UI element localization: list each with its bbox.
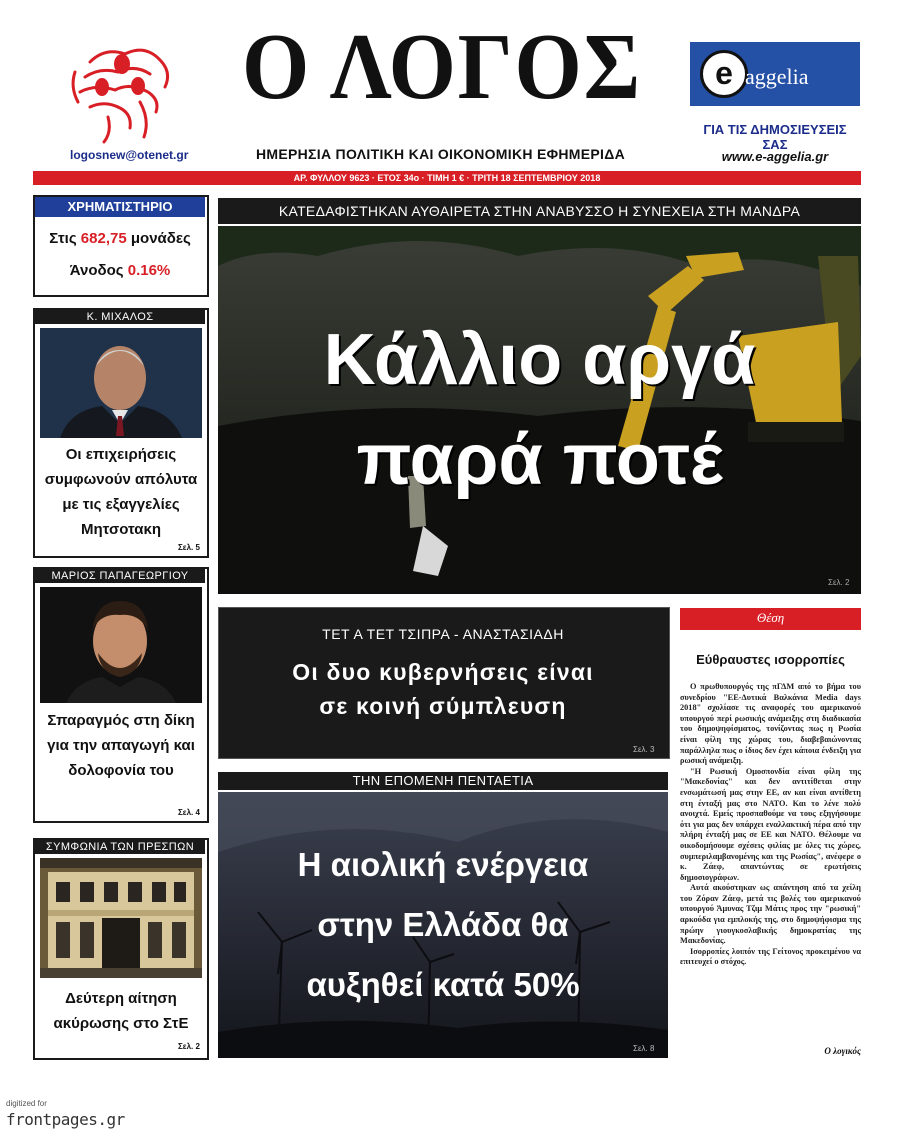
page-ref: Σελ. 2 (828, 578, 850, 587)
story-headline-line-2: στην Ελλάδα θα (317, 906, 569, 943)
hero-headline[interactable] (218, 310, 861, 510)
sidebar-card-text: Οι επιχειρήσεις συμφωνούν απόλυτα με τις εξαγγελίες Μητσοτακη (44, 446, 198, 538)
page-ref: Σελ. 8 (633, 1044, 655, 1053)
stock-header: ΧΡΗΜΑΤΙΣΤΗΡΙΟ (35, 197, 205, 217)
page-ref: Σελ. 3 (633, 745, 655, 754)
stock-change (35, 262, 205, 279)
stock-points-pre: Στις (49, 230, 81, 247)
e-aggelia-logo-icon: e (700, 50, 748, 98)
story-headline-line-1: Η αιολική ενέργεια (297, 846, 589, 883)
story-kicker: ΤΗΝ ΕΠΟΜΕΝΗ ΠΕΝΤΑΕΤΙΑ (218, 772, 668, 790)
ad-url-link[interactable]: www.e-aggelia.gr (721, 149, 829, 164)
story-headline[interactable] (218, 835, 668, 1015)
muses-logo-icon (60, 42, 190, 147)
hero-headline-line-1: Κάλλιο αργά (323, 320, 756, 400)
newspaper-title: Ο ΛΟΓΟΣ (241, 15, 643, 119)
thesis-paragraph: Ισορροπίες λοιπόν της Γείτονος προκειμένου να επιτευχεί ο στόχος. (680, 946, 861, 967)
photo-papageorgiou (40, 587, 202, 703)
watermark-line-1: digitized for (6, 1099, 47, 1108)
sidebar-card-header: ΜΑΡΙΟΣ ΠΑΠΑΓΕΩΡΓΙΟΥ (35, 569, 205, 583)
page-ref: Σελ. 5 (178, 543, 200, 552)
hero-kicker: ΚΑΤΕΔΑΦΙΣΤΗΚΑΝ ΑΥΘΑΙΡΕΤΑ ΣΤΗΝ ΑΝΑΒΥΣΣΟ Η ΣΥΝΕΧΕΙΑ ΣΤΗ ΜΑΝΔΡΑ (218, 198, 861, 224)
thesis-paragraph: Ο πρωθυπουργός της πΓΔΜ από το βήμα του συνεδρίου "ΕΕ-Δυτικά Βαλκάνια Media days 2018" σχολίασε τις αναφορές του αμερικανού υπουργού περί ρωσικής ανάμειξης στη διαδικασία του δημοψηφίσματος, τονίζοντας πως η Ρωσία είναι φίλη της χώρας του, διαβεβαιώνοντας παράλληλα πως ο ίδιος δεν έχει κάποια ένδειξη για ρωσική ανάμειξη. (680, 682, 861, 766)
stock-points (35, 230, 205, 247)
photo-michalos (40, 328, 202, 438)
newspaper-subtitle: ΗΜΕΡΗΣΙΑ ΠΟΛΙΤΙΚΗ ΚΑΙ ΟΙΚΟΝΟΜΙΚΗ ΕΦΗΜΕΡΙΔΑ (256, 146, 625, 162)
photo-council-of-state (40, 858, 202, 978)
stock-points-post: μονάδες (126, 230, 191, 247)
issue-info-bar: ΑΡ. ΦΥΛΛΟΥ 9623 · ΕΤΟΣ 34ο · ΤΙΜΗ 1 € · ΤΡΙΤΗ 18 ΣΕΠΤΕΜΒΡΙΟΥ 2018 (33, 171, 861, 185)
thesis-paragraph: Αυτά ακούστηκαν ως απάντηση από τα χείλη του Ζόραν Ζάεφ, μετά τις βολές του αμερικανού υπουργού Άμυνας Τζιμ Μάτις προς την "ρωσική" αρκούδα για εμπλοκής της, στο δημοψήφισμα της πρώην γιουγκοσλαβικής δημοκρατίας της Μακεδονίας. (680, 883, 861, 946)
sidebar-card-header: ΣΥΜΦΩΝΙΑ ΤΩΝ ΠΡΕΣΠΩΝ (35, 840, 205, 854)
stock-points-value: 682,75 (80, 230, 127, 247)
stock-change-value: 0.16% (127, 262, 171, 279)
watermark-line-2: frontpages.gr (6, 1110, 125, 1129)
story-headline-line-1: Οι δυο κυβερνήσεις είναι (292, 659, 594, 685)
story-headline (218, 655, 668, 723)
story-headline-line-3: αυξηθεί κατά 50% (306, 966, 580, 1003)
thesis-signature: Ο λογικός (824, 1046, 861, 1056)
thesis-body (680, 682, 861, 968)
email-link[interactable]: logosnew@otenet.gr (70, 148, 189, 162)
e-aggelia-wordmark: aggelia (745, 64, 809, 89)
sidebar-card-text: Δεύτερη αίτηση ακύρωσης στο ΣτΕ (53, 990, 189, 1032)
thesis-label: Θέση (756, 610, 785, 625)
sidebar-card-text: Σπαραγμός στη δίκη για την απαγωγή και δολοφονία του (47, 712, 195, 779)
stock-change-pre: Άνοδος (69, 262, 128, 279)
page-ref: Σελ. 2 (178, 1042, 200, 1051)
story-headline-line-2: σε κοινή σύμπλευση (319, 693, 567, 719)
thesis-paragraph: "Η Ρωσική Ομοσπονδία είναι φίλη της "Μακεδονίας" και δεν αντιτίθεται στην ενσωμάτωσή μας στην ΕΕ, αν και είναι αντίθετη στη ένταξή μας στο ΝΑΤΟ. Και το λένε πολύ ανοιχτά. Εμείς προσπαθούμε να τους εξηγήσουμε ότι για μας δεν υπάρχει εναλλακτική πέρα από την πλήρη ένταξή μας σε ΕΕ και ΝΑΤΟ. Θέλουμε να οικοδομήσουμε σχέσεις φιλίας με όλες τις χώρες, συμπεριλαμβανομένης και της Ρωσίας", ανέφερε ο κ. Ζάεφ, απαντώντας σε ερωτήσεις δημοσιογράφων. (680, 766, 861, 882)
sidebar-card-header: Κ. ΜΙΧΑΛΟΣ (35, 310, 205, 324)
story-kicker: ΤΕΤ Α ΤΕΤ ΤΣΙΠΡΑ - ΑΝΑΣΤΑΣΙΑΔΗ (322, 626, 564, 642)
thesis-title[interactable]: Εύθραυστες ισορροπίες (696, 652, 845, 667)
page-ref: Σελ. 4 (178, 808, 200, 817)
ad-slogan: ΓΙΑ ΤΙΣ ΔΗΜΟΣΙΕΥΣΕΙΣ ΣΑΣ (703, 122, 847, 152)
hero-headline-line-2: παρά ποτέ (356, 420, 723, 500)
